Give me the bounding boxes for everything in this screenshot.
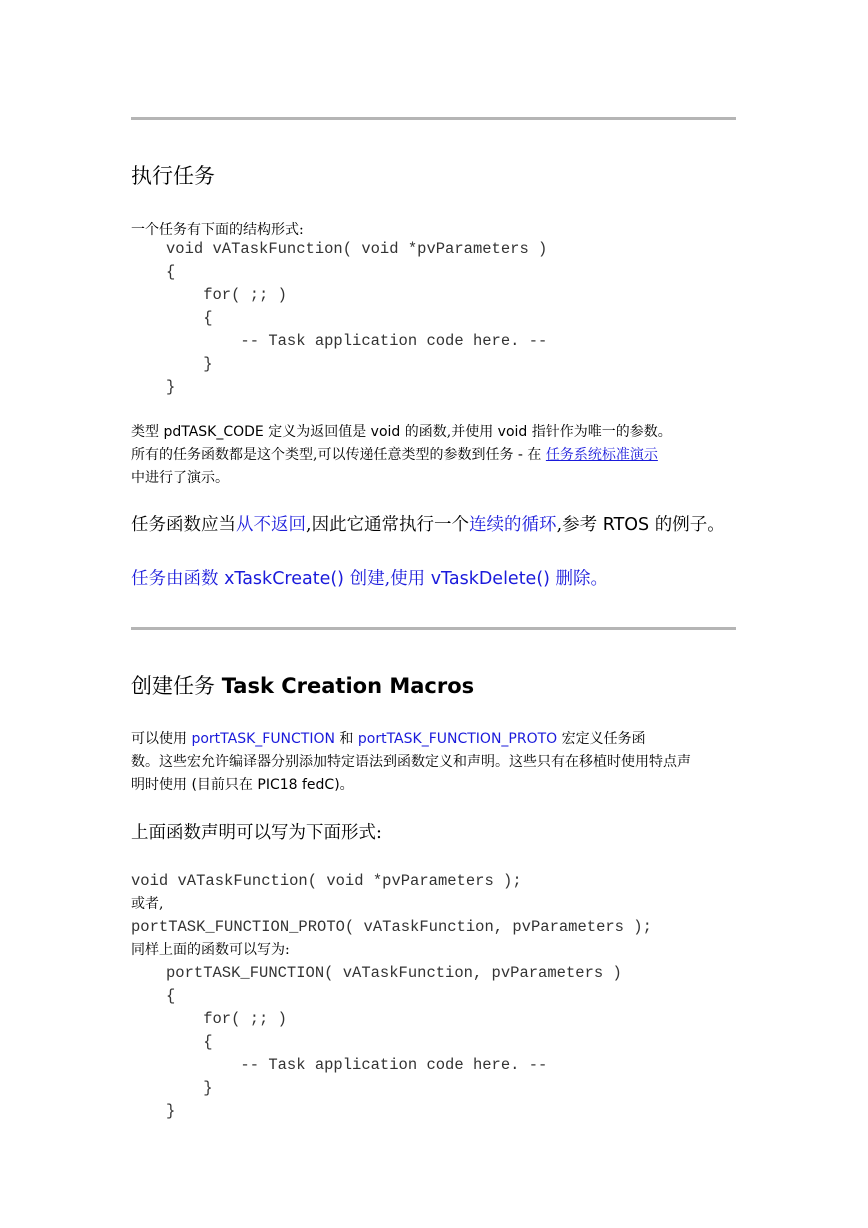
code-line: } [166, 355, 213, 373]
section-heading-task-creation: 创建任务 Task Creation Macros [131, 674, 475, 698]
paragraph-never-return: 任务函数应当从不返回,因此它通常执行一个连续的循环,参考 RTOS 的例子。 [131, 515, 725, 535]
text-never-return: 从不返回 [236, 515, 306, 535]
section-heading-run-task: 执行任务 [131, 164, 215, 188]
code-line: for( ;; ) [166, 286, 287, 304]
code-line: } [166, 1102, 176, 1120]
divider-middle [131, 627, 736, 630]
paragraph-create-delete: 任务由函数 xTaskCreate() 创建,使用 vTaskDelete() 删除。 [131, 569, 609, 589]
code-line: } [166, 1079, 213, 1097]
code-line: -- Task application code here. -- [166, 332, 548, 350]
text-vtaskdelete: vTaskDelete() [430, 569, 550, 589]
code-line: -- Task application code here. -- [166, 1056, 548, 1074]
code-block-prototype [131, 870, 652, 962]
code-line: { [166, 263, 176, 281]
code-block-task-structure [166, 238, 547, 399]
paragraph-macros-line1: 可以使用 portTASK_FUNCTION 和 portTASK_FUNCTION_PROTO 宏定义任务函 [131, 731, 646, 747]
paragraph-declaration: 上面函数声明可以写为下面形式: [131, 823, 382, 843]
paragraph-task-code-line2: 所有的任务函数都是这个类型,可以传递任意类型的参数到任务 - 在 任务系统标准演示 [131, 447, 658, 463]
paragraph-macros-line3: 明时使用 (目前只在 PIC18 fedC)。 [131, 777, 354, 793]
code-line: portTASK_FUNCTION_PROTO( vATaskFunction, pvParameters ); [131, 918, 652, 936]
text-same: 同样上面的函数可以写为: [131, 942, 290, 958]
text-or: 或者, [131, 896, 164, 912]
code-line: void vATaskFunction( void *pvParameters ) [166, 240, 548, 258]
code-block-macro-function [166, 962, 622, 1123]
link-task-demo[interactable]: 任务系统标准演示 [545, 447, 658, 463]
intro-text: 一个任务有下面的结构形式: [131, 222, 304, 238]
divider-top [131, 117, 736, 120]
paragraph-task-code-line3: 中进行了演示。 [131, 470, 229, 486]
code-line: portTASK_FUNCTION( vATaskFunction, pvParameters ) [166, 964, 622, 982]
text-continuous-loop: 连续的循环 [469, 515, 557, 535]
paragraph-macros-line2: 数。这些宏允许编译器分别添加特定语法到函数定义和声明。这些只有在移植时使用特点声 [131, 754, 691, 770]
code-line: { [166, 1033, 213, 1051]
code-line: { [166, 309, 213, 327]
code-line: } [166, 378, 176, 396]
paragraph-task-code-line1: 类型 pdTASK_CODE 定义为返回值是 void 的函数,并使用 void 指针作为唯一的参数。 [131, 424, 672, 440]
code-line: { [166, 987, 176, 1005]
text-xtaskcreate: xTaskCreate() [224, 569, 344, 589]
code-line: void vATaskFunction( void *pvParameters ); [131, 872, 522, 890]
code-line: for( ;; ) [166, 1010, 287, 1028]
